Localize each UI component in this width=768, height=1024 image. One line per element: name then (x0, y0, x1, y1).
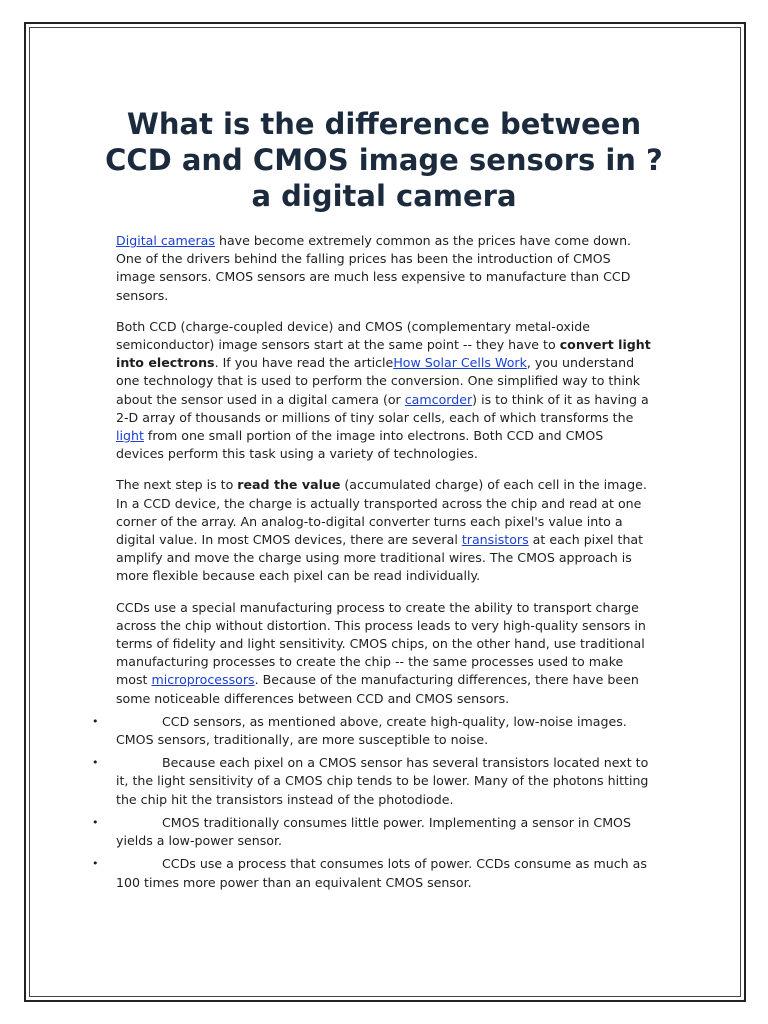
paragraph-text: at each pixel that amplify and move the charge using more traditional wires. The CMOS approach is more flexible because each pixel can be read individually. (116, 532, 644, 584)
bullet-icon: • (92, 857, 99, 871)
link-transistors[interactable]: transistors (461, 532, 529, 548)
bullet-icon: • (92, 714, 99, 728)
paragraph-text: . If you have read the article (214, 355, 394, 371)
link-camcorder[interactable]: camcorder (404, 391, 473, 407)
list-item-text: CCDs use a process that consumes lots of power. CCDs consume as much as 100 times more power than an equivalent CMOS sensor. (116, 856, 647, 890)
paragraph-text: (accumulated charge) of each cell in the image. In a CCD device, the charge is actually transported across the chip and read at one corner of the array. An analog-to-digital converter turns each pixel's value into a digital value. In most CMOS devices, there are several (116, 477, 647, 548)
paragraph-text: The next step is to (116, 477, 238, 493)
paragraph-text: from one small portion of the image into electrons. Both CCD and CMOS devices perform this task using a variety of technologies. (116, 428, 604, 462)
bullet-icon: • (92, 815, 99, 829)
paragraph-text: Both CCD (charge-coupled device) and CMOS (complementary metal-oxide semiconductor) image sensors start at the same point -- they have to (116, 318, 591, 353)
link-how-solar-cells-work[interactable]: How Solar Cells Work (393, 355, 527, 371)
document-title: What is the difference between CCD and CMOS image sensors in ?a digital camera (105, 107, 663, 213)
paragraph-text: have become extremely common as the prices have come down. One of the drivers behind the falling prices has been the introduction of CMOS image sensors. CMOS sensors are much less expensive to manufacture than CCD sensors. (116, 233, 632, 303)
document-body (92, 232, 652, 897)
paragraph-read-value (116, 476, 652, 585)
list-item-text: CMOS traditionally consumes little power. Implementing a sensor in CMOS yields a low-power sensor. (116, 814, 631, 849)
list-item (92, 713, 652, 749)
differences-list (92, 713, 652, 892)
link-microprocessors[interactable]: microprocessors (151, 672, 255, 688)
paragraph-conversion (116, 318, 652, 464)
paragraph-text: . Because of the manufacturing differences, there have been some noticeable differences between CCD and CMOS sensors. (116, 672, 639, 706)
paragraph-text: ) is to think of it as having a 2-D array of thousands or millions of tiny solar cells, each of which transforms the (116, 391, 649, 425)
list-item (92, 855, 652, 891)
list-item-text: CCD sensors, as mentioned above, create high-quality, low-noise images. CMOS sensors, traditionally, are more susceptible to noise. (116, 713, 627, 748)
bold-phrase-convert-light: convert light into electrons (116, 337, 651, 371)
list-item (92, 754, 652, 809)
paragraph-text: , you understand one technology that is used to perform the conversion. One simplified way to think about the sensor used in a digital camera (or (116, 355, 641, 407)
bullet-icon: • (92, 756, 99, 770)
list-item-text: Because each pixel on a CMOS sensor has several transistors located next to it, the light sensitivity of a CMOS chip tends to be lower. Many of the photons hitting the chip hit the transistors instead of the photodiode. (116, 755, 649, 807)
bold-phrase-read-value: read the value (237, 477, 341, 493)
paragraph-intro (116, 232, 652, 305)
paragraph-manufacturing (116, 599, 652, 708)
link-light[interactable]: light (116, 428, 144, 444)
list-item (92, 814, 652, 850)
paragraph-text: CCDs use a special manufacturing process to create the ability to transport charge across the chip without distortion. This process leads to very high-quality sensors in terms of fidelity and light sensitivity. CMOS chips, on the other hand, use traditional manufacturing processes to create the chip -- the same processes used to make most (116, 599, 646, 688)
link-digital-cameras[interactable]: Digital cameras (116, 233, 215, 248)
